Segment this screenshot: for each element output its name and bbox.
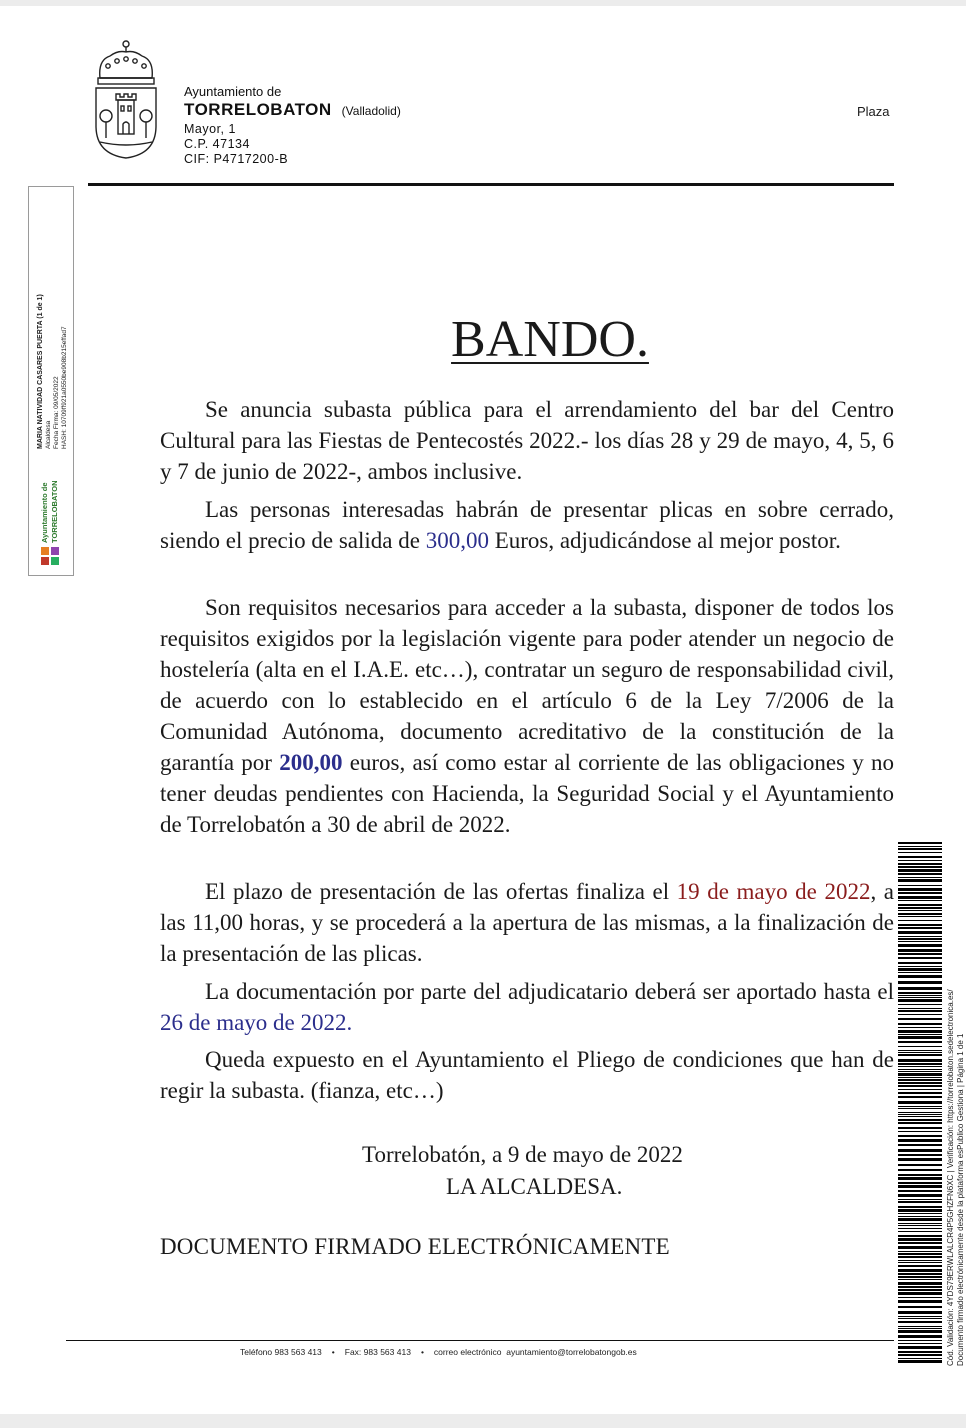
validation-text <box>946 846 966 1366</box>
stamp-logo-mark-icon <box>51 557 59 565</box>
signed-note: DOCUMENTO FIRMADO ELECTRÓNICAMENTE <box>160 1234 670 1259</box>
header-postal-code: C.P. 47134 <box>184 137 250 151</box>
stamp-hash: HASH: 10709ff921a0550be908b215effad7 <box>61 326 68 449</box>
footer-fax: Fax: 983 563 413 <box>344 1347 411 1357</box>
guarantee-amount: 200,00 <box>279 750 343 775</box>
submission-date: 26 de mayo de 2022. <box>160 1010 353 1035</box>
signatory: LA ALCALDESA. <box>446 1174 623 1199</box>
paragraph-5: La documentación por parte del adjudicatario deberá ser aportado hasta el 26 de mayo de 2022. <box>160 979 894 1035</box>
stamp-role: Alcaldesa <box>45 420 52 449</box>
stamp-logo-mark-icon <box>51 547 59 555</box>
header-province: (Valladolid) <box>341 104 401 118</box>
footer-bullet: • <box>331 1347 335 1357</box>
footer-bullet: • <box>420 1347 424 1357</box>
document-title: BANDO. <box>451 311 649 368</box>
bottom-frame-bar <box>0 1414 966 1428</box>
footer-phone: Teléfono 983 563 413 <box>240 1347 322 1357</box>
header-divider <box>88 183 894 186</box>
paragraph-1: Se anuncia subasta pública para el arrendamiento del bar del Centro Cultural para las Fiestas de Pentecostés 2022.- los días 28 y 29 de mayo, 4, 5, 6 y 7 de junio de 2022-, ambos inclusive. <box>160 397 894 484</box>
barcode-icon <box>898 842 942 1364</box>
header-plaza: Plaza <box>857 104 890 119</box>
header-cif: CIF: P4717200-B <box>184 152 289 166</box>
header-address: Mayor, 1 <box>184 122 236 136</box>
stamp-signer: MARIA NATIVIDAD CASARES PUERTA (1 de 1) <box>37 294 44 449</box>
footer-email: ayuntamiento@torrelobatongob.es <box>506 1347 637 1357</box>
stamp-date: Fecha Firma: 09/05/2022 <box>53 376 60 449</box>
signature-stamp <box>28 186 74 576</box>
stamp-logo-line1: Ayuntamiento de <box>40 482 49 543</box>
header-ayuntamiento: Ayuntamiento de <box>184 84 282 99</box>
header-town-name: TORRELOBATON <box>184 100 332 119</box>
validation-line-2: Documento firmado electrónicamente desde la plataforma esPublico Gestiona | Página 1 de 1 <box>956 1033 965 1366</box>
footer-divider <box>66 1340 894 1341</box>
coat-of-arms-icon <box>90 38 162 162</box>
stamp-logo <box>35 449 67 567</box>
paragraph-3: Son requisitos necesarios para acceder a la subasta, disponer de todos los requisitos exigidos por la legislación vigente para poder atender un negocio de hostelería (alta en el I.A.E. etc…), contratar un seguro de responsabilidad civil, de acuerdo con lo establecido en el artículo 6 de la Ley 7/2006 de la Comunidad Autónoma, documento acreditativo de la constitución de la garantía por 200,00 euros, así como estar al corriente de las obligaciones y no tener deudas pendientes con Hacienda, la Seguridad Social y el Ayuntamiento de Torrelobatón a 30 de abril de 2022. <box>160 595 894 837</box>
paragraph-2: Las personas interesadas habrán de presentar plicas en sobre cerrado, siendo el precio de salida de 300,00 Euros, adjudicándose al mejor postor. <box>160 497 894 553</box>
deadline-date: 19 de mayo de 2022 <box>676 879 871 904</box>
footer-email-label: correo electrónico <box>433 1347 502 1357</box>
stamp-logo-line2: TORRELOBATON <box>50 480 59 543</box>
place-date: Torrelobatón, a 9 de mayo de 2022 <box>362 1142 683 1167</box>
paragraph-6: Queda expuesto en el Ayuntamiento el Pliego de condiciones que han de regir la subasta. (fianza, etc…) <box>160 1047 894 1103</box>
header-town <box>184 100 401 120</box>
footer-contact <box>240 1347 637 1357</box>
paragraph-4: El plazo de presentación de las ofertas finaliza el 19 de mayo de 2022, a las 11,00 horas, y se procederá a la apertura de las mismas, a la finalización de la presentación de las plicas. <box>160 879 894 966</box>
stamp-logo-text <box>40 480 60 543</box>
top-frame-bar <box>0 0 966 6</box>
validation-line-1: Cód. Validación: 4YDS79ERWLALCR4P5GHZFN6XC | Verificación: https://torrelobaton.sedelectronica.es/ <box>946 989 955 1366</box>
signature-stamp-content <box>31 191 71 571</box>
starting-price: 300,00 <box>425 528 489 553</box>
stamp-logo-mark-icon <box>41 557 49 565</box>
stamp-logo-mark-icon <box>41 547 49 555</box>
